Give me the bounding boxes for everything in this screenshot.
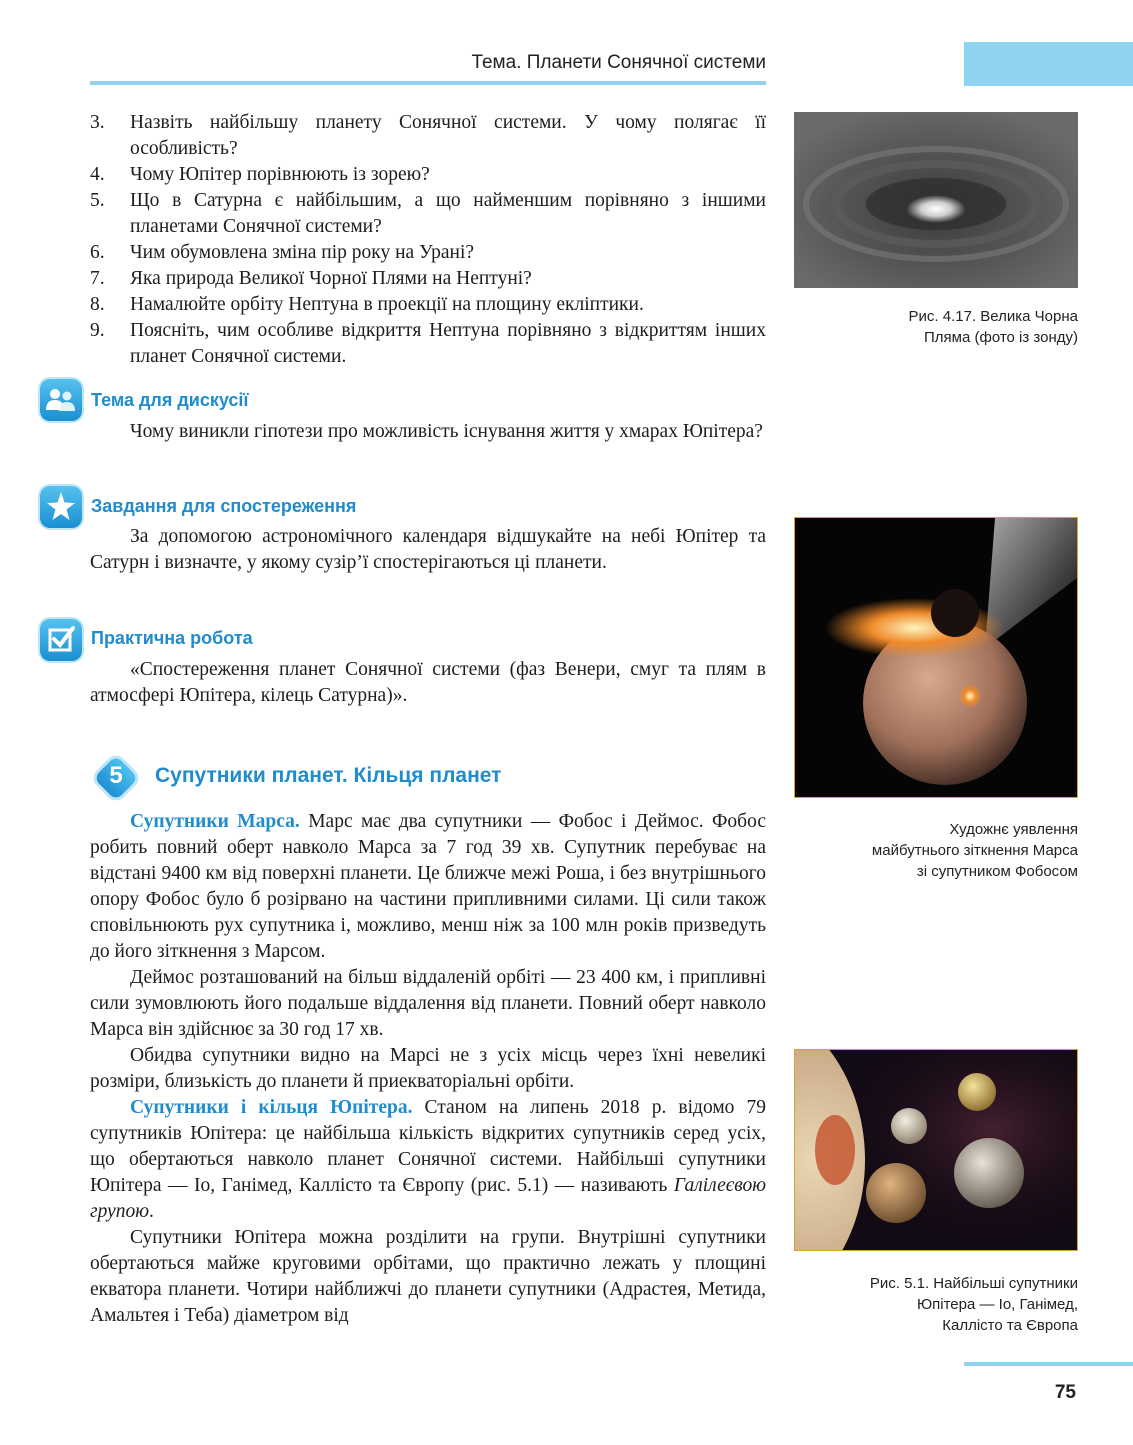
list-item: 4. Чому Юпітер порівнюють із зорею? xyxy=(90,164,430,185)
list-item: 9. Поясніть, чим особливе відкриття Нептуна порівняно з відкриттям інших планет Сонячної системи. xyxy=(90,320,766,367)
paragraph: Обидва супутники видно на Марсі не з усіх місць через їхні невеликі розміри, близькість до планети й приекваторіальні орбіти. xyxy=(90,1045,766,1092)
mars-phobos-collision-image xyxy=(794,517,1078,798)
discussion-people-icon xyxy=(40,379,82,421)
question-list xyxy=(90,110,766,370)
figure-caption: Художнє уявлення майбутнього зіткнення Марса зі супутником Фобосом xyxy=(871,821,1078,880)
observation-heading: Завдання для спостереження xyxy=(91,496,357,516)
figure-caption: Рис. 4.17. Велика Чорна Пляма (фото із зонду) xyxy=(908,308,1078,346)
list-item: 8. Намалюйте орбіту Нептуна в проекції на площину екліптики. xyxy=(90,294,644,315)
star-icon xyxy=(40,486,82,528)
paragraph: Супутники Юпітера можна розділити на групи. Внутрішні супутники обертаються майже круговими орбітами, що практично лежать у площині екватора планети. Чотири найближчі до планети супутники (Адрастея, Метида, Амальтея і Теба) діаметром від xyxy=(90,1227,766,1326)
observation-text: За допомогою астрономічного календаря відшукайте на небі Юпітер та Сатурн і визначте, у якому сузір’ї спостерігаються ці планети. xyxy=(90,526,766,573)
practical-heading: Практична робота xyxy=(91,628,253,648)
section-body xyxy=(90,809,766,1329)
running-header: Тема. Планети Сонячної системи xyxy=(471,52,766,73)
discussion-text: Чому виникли гіпотези про можливість існування життя у хмарах Юпітера? xyxy=(130,421,763,442)
list-item: 6. Чим обумовлена зміна пір року на Урані? xyxy=(90,242,475,263)
discussion-heading: Тема для дискусії xyxy=(91,390,249,410)
great-dark-spot-image xyxy=(794,112,1078,288)
galilean-moons-image xyxy=(794,1049,1078,1251)
figure-caption: Рис. 5.1. Найбільші супутники Юпітера — Іо, Ганімед, Каллісто та Європа xyxy=(869,1275,1078,1334)
list-item: 5. Що в Сатурна є найбільшим, а що найменшим порівняно з іншими планетами Сонячної системи? xyxy=(90,190,766,237)
header-tab xyxy=(964,42,1133,86)
checkbox-icon xyxy=(40,619,82,661)
practical-text: «Спостереження планет Сонячної системи (фаз Венери, смуг та плям в атмосфері Юпітера, кілець Сатурна)». xyxy=(90,659,766,706)
footer-rule xyxy=(964,1362,1133,1366)
list-item: 3. Назвіть найбільшу планету Сонячної системи. У чому полягає її особливість? xyxy=(90,112,766,159)
list-item: 7. Яка природа Великої Чорної Плями на Нептуні? xyxy=(90,268,532,289)
paragraph: Деймос розташований на більш віддаленій орбіті — 23 400 км, і припливні сили зумовлюють його подальше віддалення від планети. Повний оберт навколо Марса він здійснює за 30 год 17 хв. xyxy=(90,967,766,1040)
header-rule xyxy=(90,81,766,85)
paragraph: Супутники Марса. Марс має два супутники — Фобос і Деймос. Фобос робить повний оберт навколо Марса за 7 год 39 хв. Супутник перебуває на відстані 9400 км від поверхні планети. Це ближче межі Роша, і без внутрішнього опору Фобос було б розірвано на частини припливними силами. Ці сили також сповільнюють рух супутника і, можливо, менш ніж за 100 млн років призведуть до його зіткнення з Марсом. xyxy=(90,811,766,962)
paragraph: Супутники і кільця Юпітера. Станом на липень 2018 р. відомо 79 супутників Юпітера: це найбільша кількість відкритих супутників серед усіх, що обертаються навколо планет Сонячної системи. Найбільші супутники Юпітера — Іо, Ганімед, Каллісто та Європу (рис. 5.1) — називають Галілеєвою групою. xyxy=(90,1097,766,1222)
page-number: 75 xyxy=(1054,1382,1076,1403)
section-title: Супутники планет. Кільця планет xyxy=(155,764,502,787)
section-number-badge: 5 xyxy=(94,756,138,800)
